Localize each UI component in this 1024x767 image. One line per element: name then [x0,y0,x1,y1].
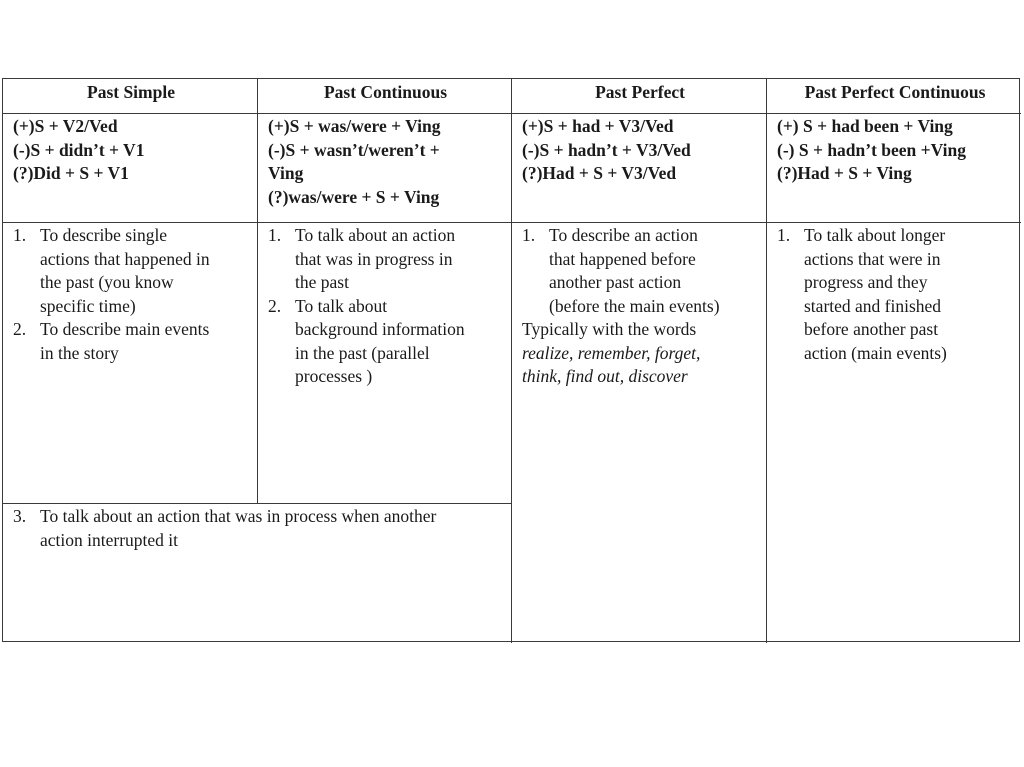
item-line: that happened before [549,248,696,269]
item-number: 2. [268,295,282,316]
item-number: 2. [13,319,27,339]
item-number: 3. [13,506,27,526]
item-line: that was in progress in [295,248,453,269]
header-past-continuous: Past Continuous [258,79,512,114]
formula-line: (?)Had + S + Ving [777,163,912,183]
item-number: 1. [268,225,282,245]
item-line: started and finished [804,295,942,316]
list-item [13,318,249,365]
item-line: To talk about an action [295,225,456,245]
list-item [268,295,503,389]
formula-line: (-)S + wasn’t/weren’t + [268,139,440,160]
formula-line: (-) S + hadn’t been +Ving [777,139,966,160]
item-line: in the past (parallel [295,342,430,363]
item-line: To talk about an action that was in process when another [40,506,437,526]
item-line: To talk about longer [804,225,946,245]
formula-past-continuous [258,114,512,223]
tenses-table [2,78,1020,642]
item-line: To describe single [40,225,168,245]
item-line: actions that were in [804,248,941,269]
item-line: another past action [549,272,682,292]
formula-line: Ving [268,163,304,183]
item-line: the past (you know [40,272,174,292]
list-item [777,224,1013,365]
list-item [268,224,503,295]
list-item [13,224,249,318]
item-line: specific time) [40,295,136,316]
item-line: before another past [804,319,939,339]
uses-past-perfect-continuous [767,223,1021,643]
item-line: To talk about [295,295,388,316]
header-past-simple: Past Simple [3,79,258,114]
formula-line: (+)S + had + V3/Ved [522,116,674,136]
header-past-perfect: Past Perfect [512,79,767,114]
header-past-perfect-continuous: Past Perfect Continuous [767,79,1021,114]
item-number: 1. [522,225,536,245]
item-line: processes ) [295,366,373,386]
formula-line: (?)Had + S + V3/Ved [522,163,677,183]
uses-shared-interrupted [3,504,512,643]
uses-past-simple [3,223,258,504]
item-line: action (main events) [804,342,947,363]
item-line: actions that happened in [40,248,210,269]
item-line: To describe an action [549,225,698,245]
item-number: 1. [13,225,27,245]
item-line: To describe main events [40,319,210,339]
formula-line: (-)S + didn’t + V1 [13,139,145,160]
note-text: Typically with the words [522,319,697,339]
item-line: action interrupted it [40,529,179,550]
note-words: think, find out, discover [522,366,688,386]
item-line: the past [295,272,349,292]
formula-line: (+)S + V2/Ved [13,116,118,136]
formula-past-perfect [512,114,767,223]
item-line: background information [295,319,465,339]
formula-past-simple [3,114,258,223]
item-number: 1. [777,225,791,245]
item-line: in the story [40,342,119,363]
formula-line: (?)Did + S + V1 [13,163,129,183]
list-item [522,224,758,318]
uses-past-perfect [512,223,767,643]
formula-line: (-)S + hadn’t + V3/Ved [522,139,691,160]
item-line: progress and they [804,272,928,292]
item-line: (before the main events) [549,295,720,316]
list-item [13,505,503,552]
formula-line: (?)was/were + S + Ving [268,186,440,207]
formula-line: (+) S + had been + Ving [777,116,953,136]
formula-line: (+)S + was/were + Ving [268,116,441,136]
note-words: realize, remember, forget, [522,342,701,363]
uses-past-continuous [258,223,512,504]
formula-past-perfect-continuous [767,114,1021,223]
